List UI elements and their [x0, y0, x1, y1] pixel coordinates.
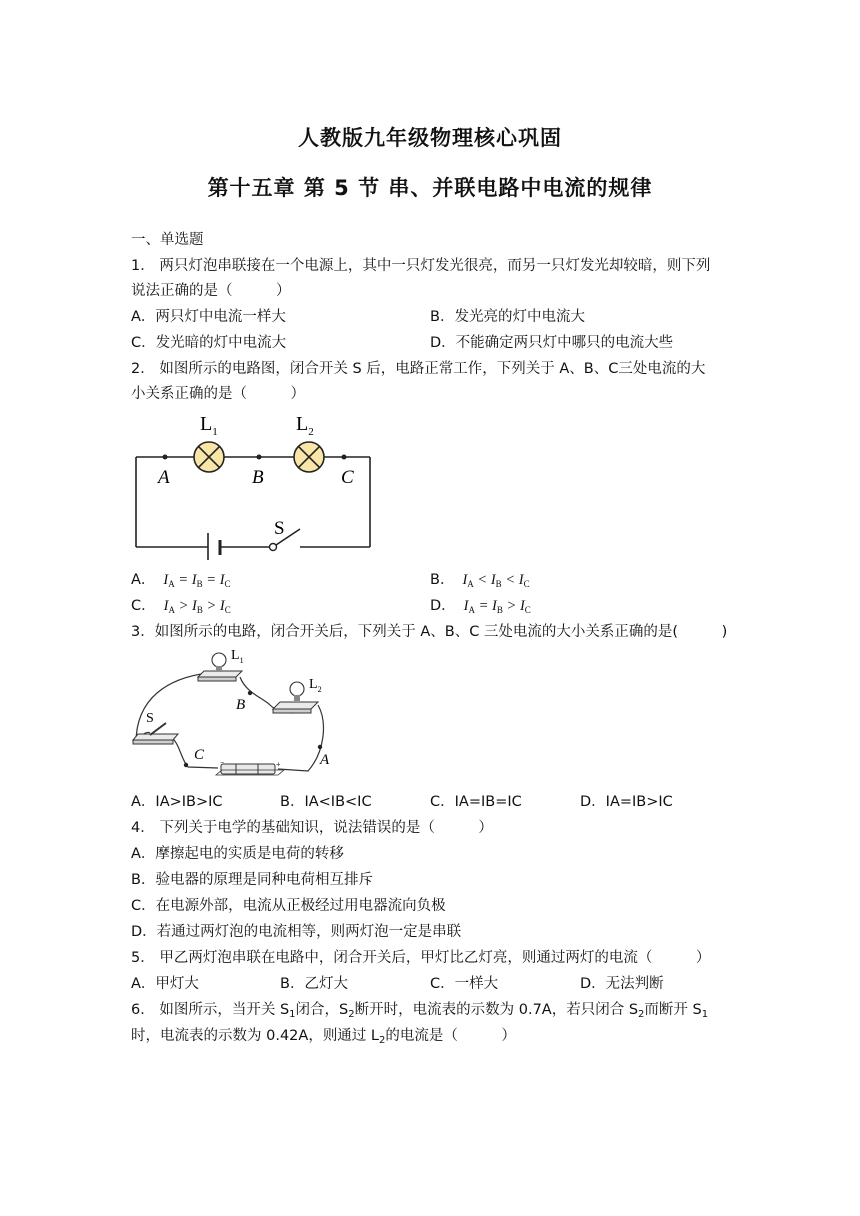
q4-option-a: A．摩擦起电的实质是电荷的转移	[131, 846, 344, 862]
q5-option-b: B．乙灯大	[280, 976, 348, 992]
q3-label-s: S	[146, 711, 154, 726]
q2-stem-line2: 小关系正确的是（ ）	[131, 386, 305, 402]
q3-stem-line1: 3．如图所示的电路，闭合开关后，下列关于 A、B、C 三处电流的大小关系正确的是( )	[131, 624, 728, 640]
bulb-l1-icon	[212, 653, 226, 667]
q1-option-a: A．两只灯中电流一样大	[131, 309, 286, 325]
q3-physical-circuit-diagram	[128, 643, 338, 783]
q2-option-d: D． $I_A = I_B > I_C$	[430, 598, 531, 615]
q2-stem-line1: 2． 如图所示的电路图，闭合开关 S 后，电路正常工作，下列关于 A、B、C三处电流的大	[131, 361, 706, 377]
q2-label-s: S	[274, 518, 285, 539]
q2-option-b: B． $I_A < I_B < I_C$	[430, 572, 530, 589]
document-title: 人教版九年级物理核心巩固	[298, 126, 562, 150]
q6-stem-line1: 6． 如图所示，当开关 $S_1$闭合，$S_2$断开时，电流表的示数为 0.7A，若只闭合 $S_2$而断开 $S_1$	[131, 1002, 709, 1020]
lamp-l1-icon	[194, 442, 224, 472]
q2-label-c: C	[341, 467, 354, 488]
q3-label-c: C	[194, 747, 205, 763]
q3-option-c: C．IA=IB=IC	[430, 794, 522, 810]
q3-option-a: A．IA>IB>IC	[131, 794, 223, 810]
section-label: 一、单选题	[131, 232, 204, 248]
bulb-l2-icon	[290, 682, 304, 696]
q2-option-a: A． $I_A = I_B = I_C$	[131, 572, 231, 589]
q3-label-b: B	[236, 697, 246, 713]
battery-icon	[221, 764, 275, 774]
q5-stem-line1: 5． 甲乙两灯泡串联在电路中，闭合开关后，甲灯比乙灯亮，则通过两灯的电流（ ）	[131, 950, 711, 966]
lamp-l2-icon	[294, 442, 324, 472]
q4-option-b: B．验电器的原理是同种电荷相互排斥	[131, 872, 373, 888]
q6-stem-line2: 时，电流表的示数为 0.42A，则通过 $L_2$的电流是（ ）	[131, 1028, 516, 1046]
q4-stem-line1: 4． 下列关于电学的基础知识，说法错误的是（ ）	[131, 820, 493, 836]
q2-label-b: B	[252, 467, 264, 488]
q4-option-d: D．若通过两灯泡的电流相等，则两灯泡一定是串联	[131, 924, 462, 940]
document-subtitle: 第十五章 第 5 节 串、并联电路中电流的规律	[207, 176, 653, 200]
q3-option-b: B．IA<IB<IC	[280, 794, 372, 810]
svg-text:+: +	[276, 760, 281, 769]
q2-option-c: C． $I_A > I_B > I_C$	[131, 598, 231, 615]
q3-label-l1: $L_1$	[231, 648, 244, 665]
q1-option-d: D．不能确定两只灯中哪只的电流大些	[430, 335, 674, 351]
q3-label-l2: $L_2$	[309, 677, 322, 694]
q2-series-circuit-diagram	[128, 405, 378, 560]
q5-option-c: C．一样大	[430, 976, 499, 992]
q1-option-b: B．发光亮的灯中电流大	[430, 309, 585, 325]
q2-label-a: A	[158, 467, 170, 488]
q3-label-a: A	[320, 752, 330, 768]
q1-option-c: C．发光暗的灯中电流大	[131, 335, 287, 351]
q2-label-l2: $L_2$	[296, 413, 314, 438]
q5-option-a: A．甲灯大	[131, 976, 199, 992]
q3-option-d: D．IA=IB>IC	[580, 794, 673, 810]
q5-option-d: D．无法判断	[580, 976, 664, 992]
q1-stem-line1: 1． 两只灯泡串联接在一个电源上，其中一只灯发光很亮，而另一只灯发光却较暗，则下列	[131, 258, 711, 274]
svg-text:−: −	[220, 758, 225, 767]
q4-option-c: C．在电源外部，电流从正极经过用电器流向负极	[131, 898, 446, 914]
q1-stem-line2: 说法正确的是（ ）	[131, 283, 291, 299]
q2-label-l1: $L_1$	[200, 413, 218, 438]
